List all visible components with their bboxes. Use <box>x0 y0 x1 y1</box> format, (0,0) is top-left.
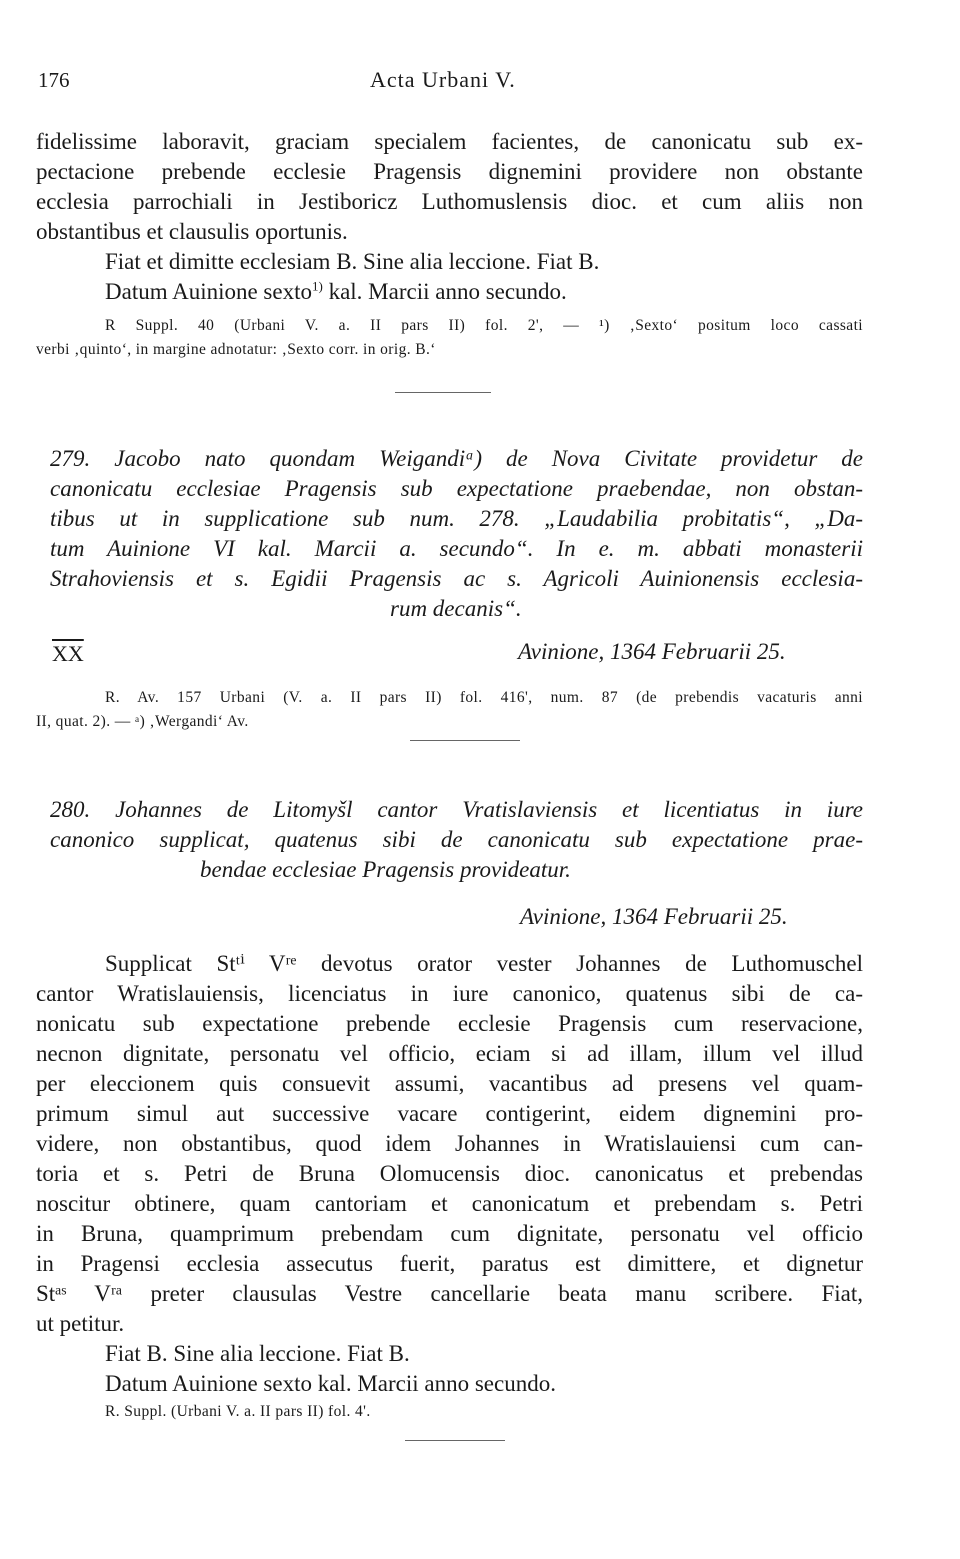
regest-line: bendae ecclesiae Pragensis provideatur. <box>200 857 571 882</box>
regest-line: tum Auinione VI kal. Marcii a. secundo“. In e. m. abbati monasterii <box>50 536 863 561</box>
fiat-line: Fiat B. Sine alia leccione. Fiat B. <box>105 1341 410 1366</box>
source-note: R. Av. 157 Urbani (V. a. II pars II) fol. 416', num. 87 (de prebendis vacaturis anni <box>105 689 863 706</box>
regest-line: 280. Johannes de Litomyšl cantor Vratislaviensis et licentiatus in iure <box>50 797 863 822</box>
supplication-line: cantor Wratislauiensis, licenciatus in iure canonico, quatenus sibi de ca- <box>36 981 863 1006</box>
roman-mark: $\overline{XX}$ <box>52 641 84 666</box>
datum-line: Datum Auinione sexto kal. Marcii anno secundo. <box>105 1371 556 1396</box>
place-date: Avinione, 1364 Februarii 25. <box>518 639 786 664</box>
section-divider <box>395 392 491 393</box>
regest-line: canonicatu ecclesiae Pragensis sub expectatione praebendae, non obstan- <box>50 476 863 501</box>
supplication-line: videre, non obstantibus, quod idem Johannes in Wratislauiensi cum can- <box>36 1131 863 1156</box>
datum-text: kal. Marcii anno secundo. <box>322 279 567 304</box>
supplication-line: in Pragensi ecclesia assecutus fuerit, paratus est dimittere, et dignetur <box>36 1251 863 1276</box>
supplication-line: primum simul aut successive vacare contigerint, eidem dignemini pro- <box>36 1101 863 1126</box>
supplication-line: per eleccionem quis consuevit assumi, vacantibus ad presens vel quam- <box>36 1071 863 1096</box>
regest-line: 279. Jacobo nato quondam Weigandiᵃ) de Nova Civitate providetur de <box>50 446 863 471</box>
supplication-line: ut petitur. <box>36 1311 125 1336</box>
regest-line: rum decanis“. <box>390 596 522 621</box>
datum-line <box>105 278 567 306</box>
body-line: fidelissime laboravit, graciam specialem facientes, de canonicatu sub ex- <box>36 129 863 154</box>
regest-line: canonico supplicat, quatenus sibi de canonicatu sub expectatione prae- <box>50 827 863 852</box>
footnote-marker: 1) <box>311 278 323 294</box>
supplication-line: toria et s. Petri de Bruna Olomucensis dioc. canonicatus et prebendas <box>36 1161 863 1186</box>
source-note: R Suppl. 40 (Urbani V. a. II pars II) fol. 2', — ¹) ‚Sexto‘ positum loco cassati <box>105 317 863 334</box>
place-date: Avinione, 1364 Februarii 25. <box>520 904 788 929</box>
section-divider <box>405 1440 505 1441</box>
running-title: Acta Urbani V. <box>370 67 516 92</box>
section-divider <box>410 740 520 741</box>
supplication-line: in Bruna, quamprimum prebendam cum dignitate, personatu vel officio <box>36 1221 863 1246</box>
body-line: obstantibus et clausulis oportunis. <box>36 219 348 244</box>
supplication-line: Stᵃˢ Vʳᵃ preter clausulas Vestre cancellarie beata manu scribere. Fiat, <box>36 1281 863 1306</box>
regest-line: Strahoviensis et s. Egidii Pragensis ac s. Agricoli Auinionensis ecclesia- <box>50 566 863 591</box>
body-line: ecclesia parrochiali in Jestiboricz Luthomuslensis dioc. et cum aliis non <box>36 189 863 214</box>
supplication-line: nonicatu sub expectatione prebende ecclesie Pragensis cum reservacione, <box>36 1011 863 1036</box>
source-note: II, quat. 2). — ᵃ) ‚Wergandi‘ Av. <box>36 713 249 730</box>
supplication-line: noscitur obtinere, quam cantoriam et canonicatum et prebendam s. Petri <box>36 1191 863 1216</box>
body-line: pectacione prebende ecclesie Pragensis dignemini providere non obstante <box>36 159 863 184</box>
source-note: verbi ‚quinto‘, in margine adnotatur: ‚Sexto corr. in orig. B.‘ <box>36 341 436 358</box>
source-note: R. Suppl. (Urbani V. a. II pars II) fol. 4'. <box>105 1403 371 1420</box>
page-number: 176 <box>38 68 70 92</box>
fiat-line: Fiat et dimitte ecclesiam B. Sine alia leccione. Fiat B. <box>105 249 600 274</box>
datum-text: Datum Auinione sexto <box>105 279 312 304</box>
supplication-line: necnon dignitate, personatu vel officio, eciam si ad illam, illum vel illud <box>36 1041 863 1066</box>
supplication-line: Supplicat Stᵗⁱ Vʳᵉ devotus orator vester Johannes de Luthomuschel <box>105 951 863 976</box>
regest-line: tibus ut in supplicatione sub num. 278. „Laudabilia probitatis“, „Da- <box>50 506 863 531</box>
